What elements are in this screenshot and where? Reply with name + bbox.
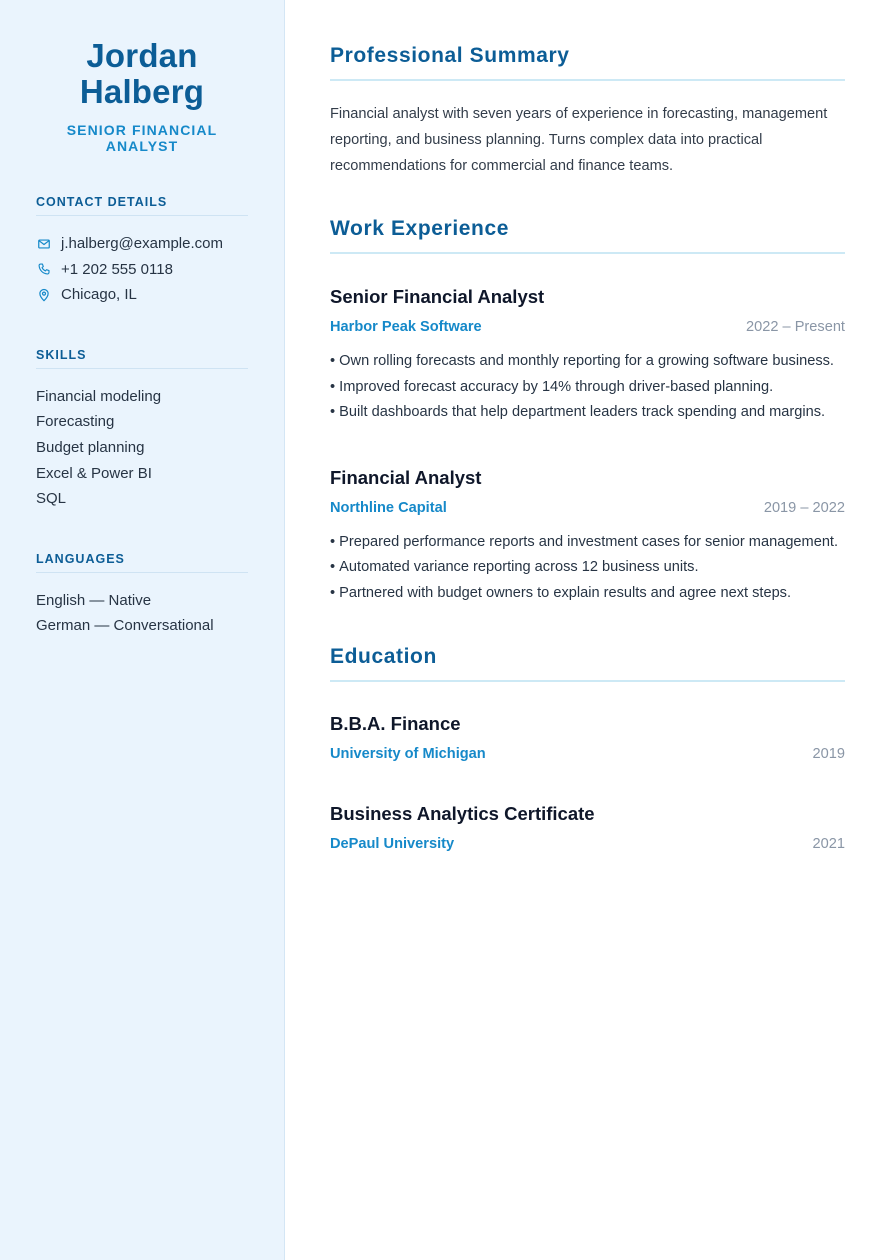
job-title: Financial Analyst [330, 466, 482, 488]
summary-heading: Professional Summary [330, 44, 845, 81]
skills-section [36, 348, 248, 512]
degree-title: Business Analytics Certificate [330, 802, 595, 824]
contact-phone[interactable] [36, 257, 248, 283]
summary-section [330, 44, 845, 179]
job-meta [330, 500, 845, 516]
mail-icon [36, 236, 51, 251]
contact-list [36, 231, 248, 308]
last-name: Halberg [79, 73, 205, 110]
education-year: 2019 [812, 745, 845, 762]
job-bullet: • Improved forecast accuracy by 14% through driver-based planning. [330, 375, 845, 401]
job-bullet: • Prepared performance reports and investment cases for senior management. [330, 530, 845, 556]
first-name: Jordan [86, 37, 198, 74]
job-company: Northline Capital [330, 499, 447, 516]
contact-email-text: j.halberg@example.com [61, 235, 223, 252]
contact-section [36, 195, 248, 308]
languages-list [36, 588, 248, 639]
job-title: Senior Financial Analyst [330, 286, 545, 307]
languages-heading: LANGUAGES [36, 552, 248, 573]
summary-text: Financial analyst with seven years of experience in forecasting, management reporting, and business planning. Turns complex data into practical recommendations for commercial and finance teams. [330, 106, 828, 174]
job-entry [330, 286, 845, 426]
skill-item: Forecasting [36, 413, 115, 431]
skills-heading: SKILLS [36, 348, 248, 369]
contact-location-text: Chicago, IL [61, 286, 137, 304]
job-company: Harbor Peak Software [330, 319, 482, 335]
job-dates: 2019 – 2022 [763, 499, 845, 516]
job-bullet: • Automated variance reporting across 12 business units. [330, 555, 845, 581]
contact-heading: CONTACT DETAILS [36, 195, 248, 216]
education-year: 2021 [812, 835, 845, 852]
job-bullet: • Built dashboards that help department leaders track spending and margins. [330, 400, 845, 426]
education-heading: Education [330, 645, 845, 682]
job-bullet: • Own rolling forecasts and monthly reporting for a growing software business. [330, 349, 845, 375]
job-meta [330, 319, 845, 335]
skill-item: Excel & Power BI [36, 464, 152, 482]
skill-item: Budget planning [36, 438, 145, 456]
language-item: English — Native [36, 591, 152, 609]
school-name: University of Michigan [330, 745, 486, 762]
job-bullet: • Partnered with budget owners to explain results and agree next steps. [330, 581, 845, 607]
school-name: DePaul University [330, 835, 455, 852]
main-content [285, 0, 890, 1260]
skill-item: Financial modeling [36, 387, 162, 405]
contact-location [36, 282, 248, 308]
education-entry [330, 803, 845, 852]
experience-section [330, 217, 845, 607]
skill-item: SQL [36, 490, 67, 508]
skills-list [36, 384, 248, 512]
education-meta [330, 836, 845, 852]
job-bullets [330, 349, 845, 426]
education-section [330, 645, 845, 852]
job-bullets [330, 530, 845, 607]
education-entry [330, 713, 845, 762]
education-meta [330, 746, 845, 762]
experience-heading: Work Experience [330, 217, 845, 254]
languages-section [36, 552, 248, 639]
candidate-name [36, 38, 248, 110]
contact-email[interactable] [36, 231, 248, 257]
sidebar [0, 0, 285, 1260]
location-pin-icon [36, 287, 51, 302]
job-entry [330, 467, 845, 607]
degree-title: B.B.A. Finance [330, 712, 461, 734]
job-dates: 2022 – Present [746, 319, 845, 335]
contact-phone-text: +1 202 555 0118 [61, 260, 173, 278]
phone-icon [36, 262, 51, 277]
job-role: SENIOR FINANCIAL ANALYST [66, 122, 218, 154]
language-item: German — Conversational [36, 617, 214, 635]
